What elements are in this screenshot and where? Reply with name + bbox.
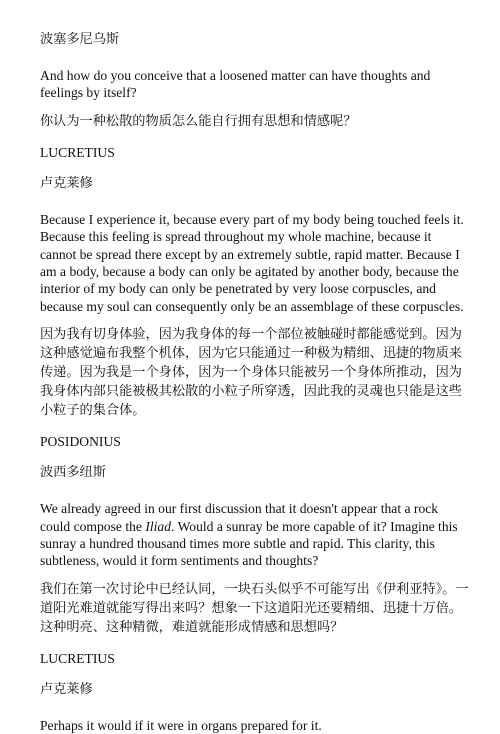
book-title: Iliad [145, 518, 172, 534]
english-paragraph: And how do you conceive that a loosened matter can have thoughts and feelings by itself? [40, 68, 431, 101]
speaker-heading-zh: 卢克莱修 [40, 175, 93, 191]
speaker-heading-en: LUCRETIUS [40, 144, 115, 160]
speaker-heading-en: LUCRETIUS [40, 650, 115, 666]
english-paragraph [40, 500, 470, 570]
speaker-heading-zh: 波塞多尼乌斯 [40, 32, 120, 47]
english-text: . Would a sunray be more capable of it? Imagine this sunray a hundred thousand times more subtle and rapid. This clarity, this subtleness, would it form sentiments and thoughts? [40, 518, 458, 569]
english-text: We already agreed in our first discussion that it doesn't appear that a rock could compose the [40, 501, 439, 534]
english-paragraph: Perhaps it would if it were in organs prepared for it. [40, 717, 322, 733]
chinese-paragraph: 我们在第一次讨论中已经认同，一块石头似乎不可能写出《伊利亚特》。一道阳光难道就能写得出来吗？想象一下这道阳光还要精细、迅捷十万倍。这种明亮、这种精微，难道就能形成情感和思想吗？ [40, 581, 469, 635]
chinese-paragraph: 你认为一种松散的物质怎么能自行拥有思想和情感呢？ [40, 113, 357, 129]
speaker-heading-zh: 卢克莱修 [40, 681, 93, 697]
english-paragraph: Because I experience it, because every part of my body being touched feels it. Because this feeling is spread throughout my whole machine, because it cannot be spread there except by an extremely subtle, rapid matter. Because I am a body, because a body can only be agitated by another body, because the interior of my body can only be penetrated by very loose corpuscles, and because my soul can consequently only be an assemblage of these corpuscles. [40, 211, 464, 314]
chinese-paragraph: 因为我有切身体验，因为我身体的每一个部位被触碰时都能感觉到。因为这种感觉遍布我整个机体，因为它只能通过一种极为精细、迅捷的物质来传递。因为我是一个身体，因为一个身体只能被另一个身体所推动，因为我身体内部只能被极其松散的小粒子所穿透，因此我的灵魂也只能是这些小粒子的集合体。 [40, 327, 462, 419]
speaker-heading-en: POSIDONIUS [40, 434, 121, 450]
dialogue-page [40, 30, 470, 734]
speaker-heading-zh: 波西多纽斯 [40, 465, 106, 481]
